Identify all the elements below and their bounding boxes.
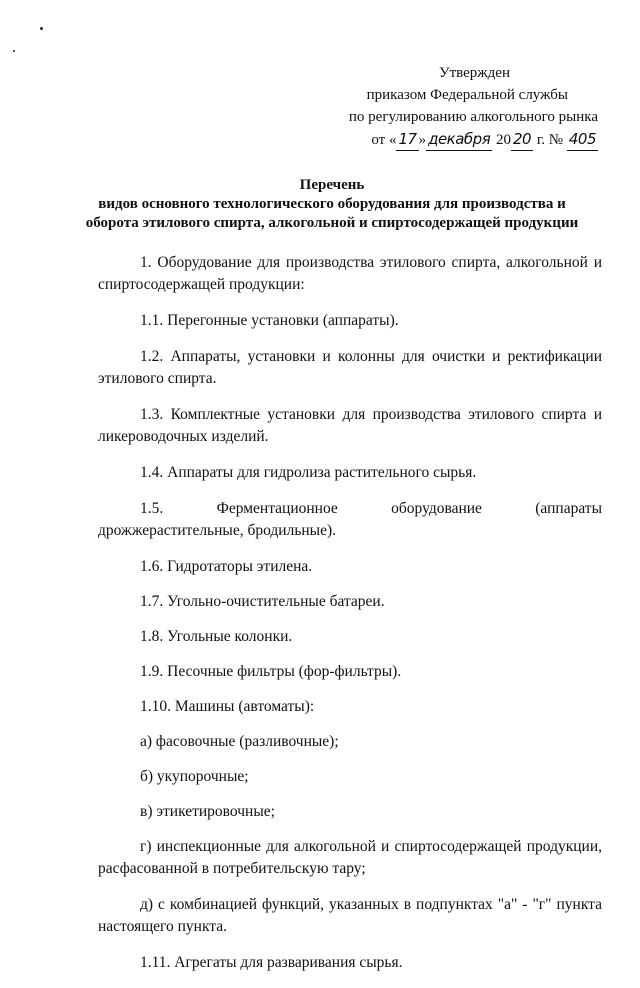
list-item: 1. Оборудование для производства этилового спирта, алкогольной и спиртосодержащей продукции: (98, 254, 602, 293)
date-day-handwritten: 17 (396, 128, 418, 151)
list-item: 1.3. Комплектные установки для производства этилового спирта и ликероводочных изделий. (98, 406, 602, 445)
title-line-3: оборота этилового спирта, алкогольной и спиртосодержащей продукции (85, 215, 579, 231)
order-number-label: г. № (536, 132, 564, 148)
approval-block (338, 62, 598, 151)
list-item: а) фасовочные (разливочные); (140, 733, 339, 750)
document-title (72, 176, 592, 233)
date-year-prefix: 20 (495, 132, 511, 148)
agency-line: по регулированию алкогольного рынка (348, 109, 598, 125)
list-item: 1.1. Перегонные установки (аппараты). (140, 312, 399, 329)
date-month-handwritten: декабря (426, 128, 492, 151)
list-item: 1.5. Ферментационное оборудование (аппараты дрожжерастительные, бродильные). (98, 500, 602, 539)
scan-speck (13, 50, 15, 52)
approved-label: Утвержден (438, 65, 510, 81)
list-item: 1.10. Машины (автоматы): (140, 698, 315, 715)
title-heading: Перечень (299, 177, 365, 193)
list-item: 1.7. Угольно-очистительные батареи. (140, 593, 385, 610)
order-number-handwritten: 405 (567, 128, 598, 151)
list-item: 1.9. Песочные фильтры (фор-фильтры). (140, 663, 402, 680)
date-year-handwritten: 20 (511, 128, 533, 151)
list-item: 1.8. Угольные колонки. (140, 628, 293, 645)
list-item: 1.2. Аппараты, установки и колонны для очистки и ректификации этилового спирта. (98, 348, 602, 387)
list-item: в) этикетировочные; (140, 803, 275, 820)
date-prefix: от « (371, 132, 397, 148)
scan-speck (40, 27, 43, 30)
list-item: 1.11. Агрегаты для разваривания сырья. (140, 954, 403, 971)
list-item: г) инспекционные для алкогольной и спиртосодержащей продукции, расфасованной в потребительскую тару; (98, 838, 602, 877)
list-item: 1.4. Аппараты для гидролиза растительного сырья. (140, 464, 477, 481)
document-body (98, 252, 602, 988)
order-date-line (338, 128, 598, 151)
list-item: 1.6. Гидротаторы этилена. (140, 558, 313, 575)
list-item: б) укупорочные; (140, 768, 249, 785)
order-line: приказом Федеральной службы (366, 87, 568, 103)
list-item: д) с комбинацией функций, указанных в подпунктах "а" - "г" пункта настоящего пункта. (98, 896, 602, 935)
title-line-2: видов основного технологического оборудования для производства и (98, 196, 566, 212)
date-mid: » (418, 132, 427, 148)
